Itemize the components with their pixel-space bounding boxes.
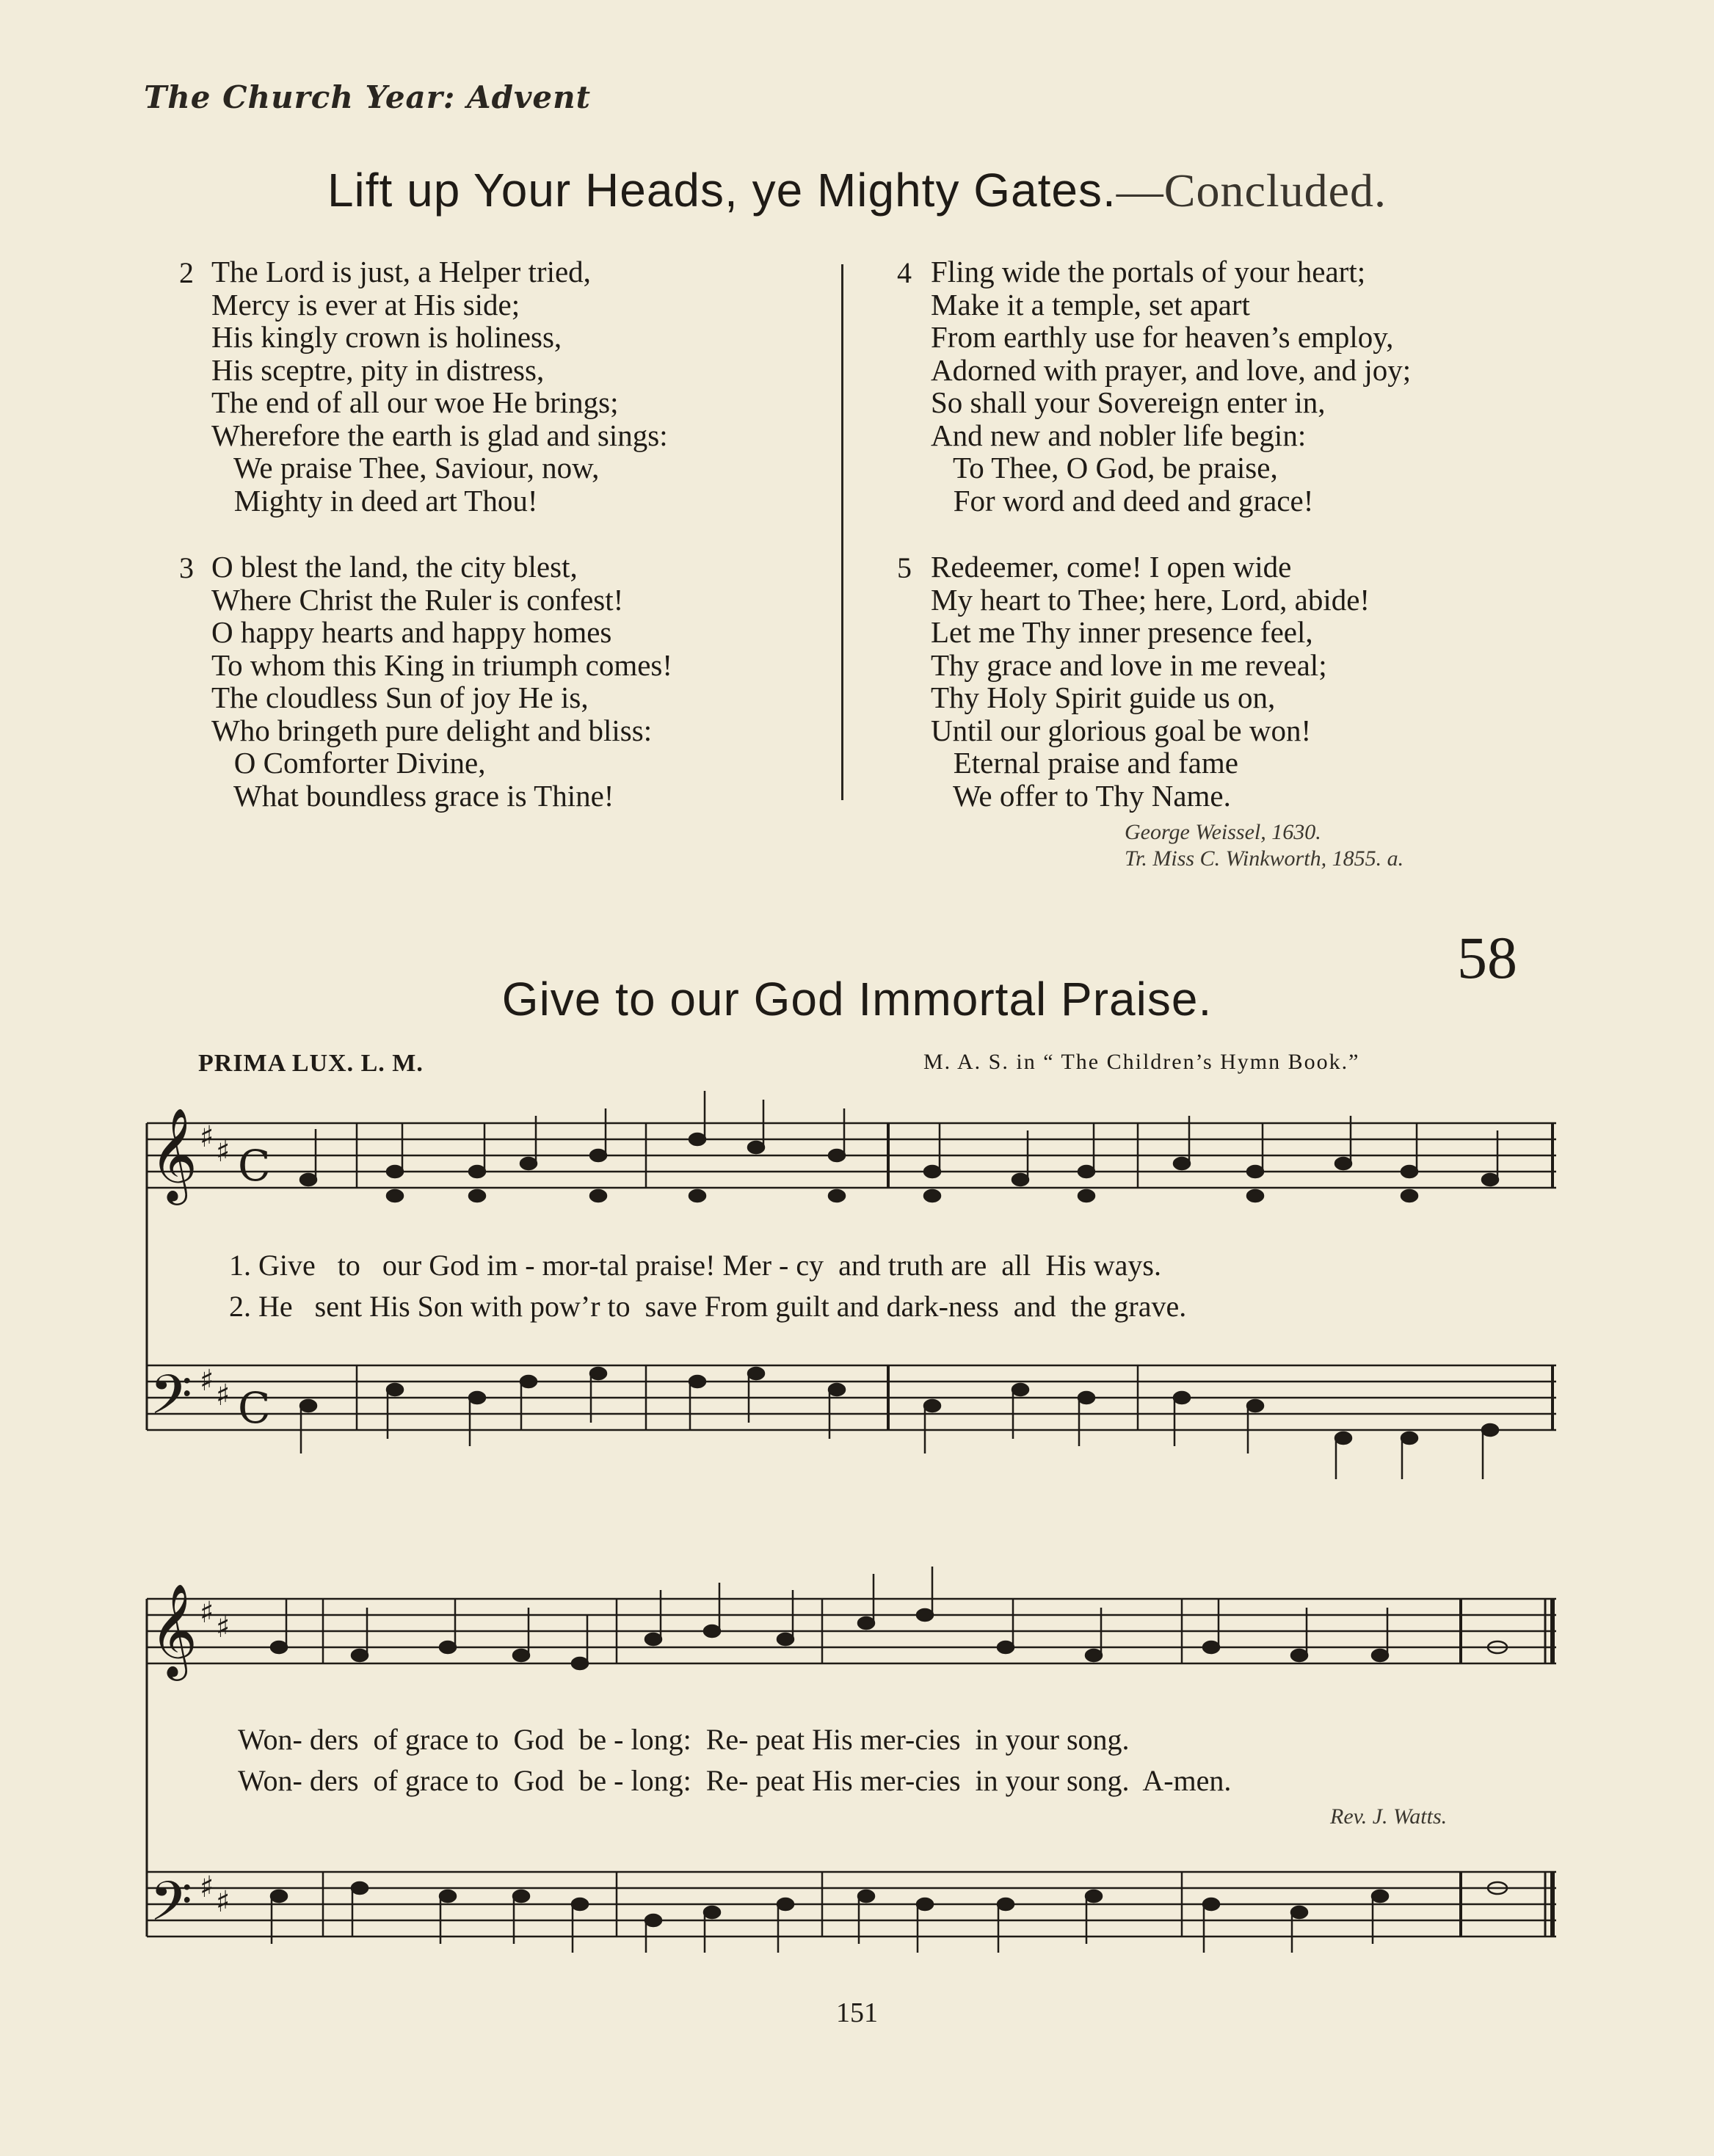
tune-name: PRIMA LUX. L. M. [198, 1050, 424, 1077]
svg-text:♯: ♯ [216, 1135, 230, 1169]
svg-text:♯: ♯ [200, 1870, 214, 1904]
music-system-1 [139, 1079, 1564, 1490]
hymn-58-title: Give to our God Immortal Praise. [501, 973, 1213, 1026]
lyrics-stanza-2-line-1: 2. He sent His Son with pow’r to save From guilt and dark-ness and the grave. [229, 1290, 1187, 1323]
hymn-57-title [0, 163, 1714, 218]
credit-author: George Weissel, 1630. [1125, 820, 1321, 844]
stanza-number: 4 [897, 256, 912, 289]
svg-text:♯: ♯ [200, 1120, 214, 1154]
lyrics-stanza-1-line-1: 1. Give to our God im - mor-tal praise! Mer - cy and truth are all His ways. [229, 1249, 1161, 1282]
svg-text:𝄞: 𝄞 [150, 1107, 198, 1201]
page-number: 151 [836, 1997, 878, 2028]
stanza-number: 5 [897, 551, 912, 584]
column-divider [841, 264, 843, 800]
score-system-1-svg [139, 1079, 1564, 1490]
svg-text:♯: ♯ [216, 1611, 230, 1644]
svg-text:𝄞: 𝄞 [150, 1583, 198, 1677]
svg-text:C: C [238, 1141, 271, 1191]
stanza-text: Fling wide the portals of your heart; Make it a temple, set apart From earthly use for heaven’s employ, Adorned with prayer, and love, and joy; So shall your Sovereign enter in, And new and nobler life begin: To Thee, O God, be praise, For word and deed and grace! [931, 255, 1412, 518]
hymn-author: Rev. J. Watts. [1330, 1804, 1448, 1829]
lyrics-stanza-1-line-2: Won- ders of grace to God be - long: Re- peat His mer-cies in your song. [238, 1723, 1130, 1756]
lyrics-stanza-2-line-2: Won- ders of grace to God be - long: Re- peat His mer-cies in your song. A-men. [238, 1764, 1232, 1797]
stanza-text: Redeemer, come! I open wide My heart to Thee; here, Lord, abide! Let me Thy inner presence feel, Thy grace and love in me reveal; Thy Holy Spirit guide us on, Until our glorious goal be won! Eternal praise and fame We offer to Thy Name. [931, 550, 1370, 813]
stanza-text: O blest the land, the city blest, Where Christ the Ruler is confest! O happy hearts and happy homes To whom this King in triumph comes! The cloudless Sun of joy He is, Who bringeth pure delight and bliss: O Comforter Divine, What boundless grace is Thine! [211, 550, 673, 813]
svg-text:♯: ♯ [200, 1364, 214, 1398]
svg-text:♯: ♯ [216, 1885, 230, 1919]
composer-credit: M. A. S. in “ The Children’s Hymn Book.” [923, 1050, 1360, 1074]
svg-text:𝄢: 𝄢 [150, 1870, 192, 1947]
stanza-number: 3 [179, 551, 194, 584]
stanza-text: The Lord is just, a Helper tried, Mercy is ever at His side; His kingly crown is holiness, His sceptre, pity in distress, The end of all our woe He brings; Wherefore the earth is glad and sings: We praise Thee, Saviour, now, Mighty in deed art Thou! [211, 255, 668, 518]
hymn-57-title-suffix: —Concluded. [1116, 164, 1387, 217]
svg-text:𝄢: 𝄢 [150, 1363, 192, 1440]
svg-text:♯: ♯ [200, 1596, 214, 1630]
stanza-number: 2 [179, 256, 194, 289]
running-head: The Church Year: Advent [144, 79, 592, 115]
svg-text:♯: ♯ [216, 1379, 230, 1412]
hymn-number: 58 [1457, 924, 1517, 991]
svg-text:C: C [238, 1383, 271, 1433]
hymn-57-title-text: Lift up Your Heads, ye Mighty Gates. [327, 164, 1116, 217]
credit-translator: Tr. Miss C. Winkworth, 1855. a. [1125, 846, 1404, 871]
